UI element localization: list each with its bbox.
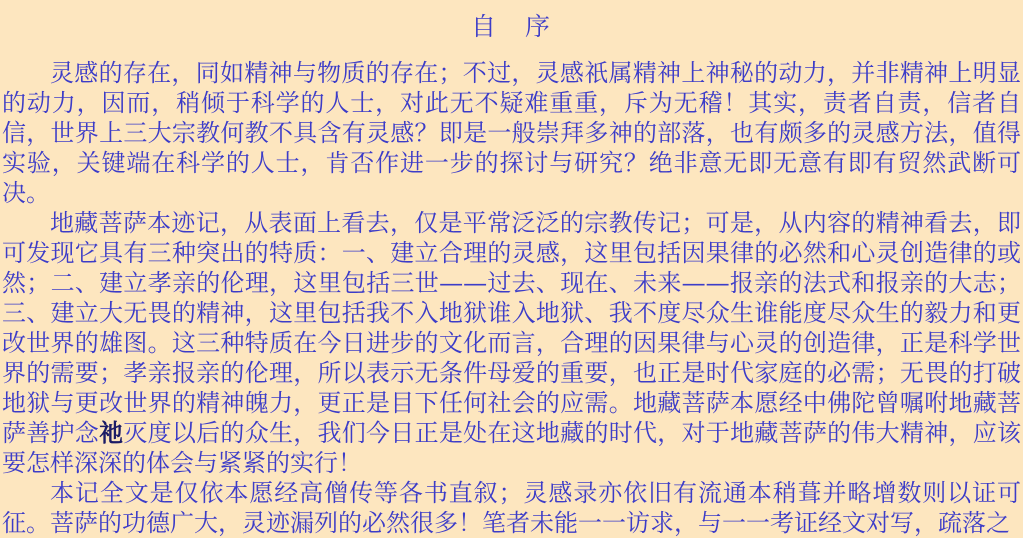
paragraph-2-text-after: 灭度以后的众生，我们今日正是处在这地藏的时代，对于地藏菩萨的伟大精神，应该要怎样深深的体会与紧紧的实行！ [2, 419, 1022, 477]
paragraph-2 [2, 208, 1021, 478]
paragraph-2-special-character: 祂 [99, 419, 124, 447]
paragraph-3-text: 本记全文是仅依本愿经高僧传等各书直叙；灵感录亦依旧有流通本稍葺并略增数则以证可征。菩萨的功德广大，灵迹漏列的必然很多！笔者未能一一访求，与一一考证经文对写，疏落之 [2, 479, 1021, 537]
paragraph-1 [2, 58, 1021, 208]
paragraph-3 [2, 478, 1021, 538]
paragraph-1-text: 灵感的存在，同如精神与物质的存在；不过，灵感祇属精神上神秘的动力，并非精神上明显的动力，因而，稍倾于科学的人士，对此无不疑难重重，斥为无稽！其实，责者自责，信者自信，世界上三大宗教何教不具含有灵感？即是一般崇拜多神的部落，也有颇多的灵感方法，值得实验，关键端在科学的人士，肯否作进一步的探讨与研究？绝非意无即无意有即有贸然武断可决。 [2, 59, 1021, 207]
page-title: 自 序 [470, 12, 552, 41]
paragraph-2-text-before: 地藏菩萨本迹记，从表面上看去，仅是平常泛泛的宗教传记；可是，从内容的精神看去，即可发现它具有三种突出的特质：一、建立合理的灵感，这里包括因果律的必然和心灵创造律的或然；二、建立孝亲的伦理，这里包括三世——过去、现在、未来——报亲的法式和报亲的大志；三、建立大无畏的精神，这里包括我不入地狱谁入地狱、我不度尽众生谁能度尽众生的毅力和更改世界的雄图。这三种特质在今日进步的文化而言，合理的因果律与心灵的创造律，正是科学世界的需要；孝亲报亲的伦理，所以表示无条件母爱的重要，也正是时代家庭的必需；无畏的打破地狱与更改世界的精神魄力，更正是目下任何社会的应需。地藏菩萨本愿经中佛陀曾嘱咐地藏菩萨善护念 [2, 209, 1021, 447]
preface-body [2, 58, 1021, 538]
